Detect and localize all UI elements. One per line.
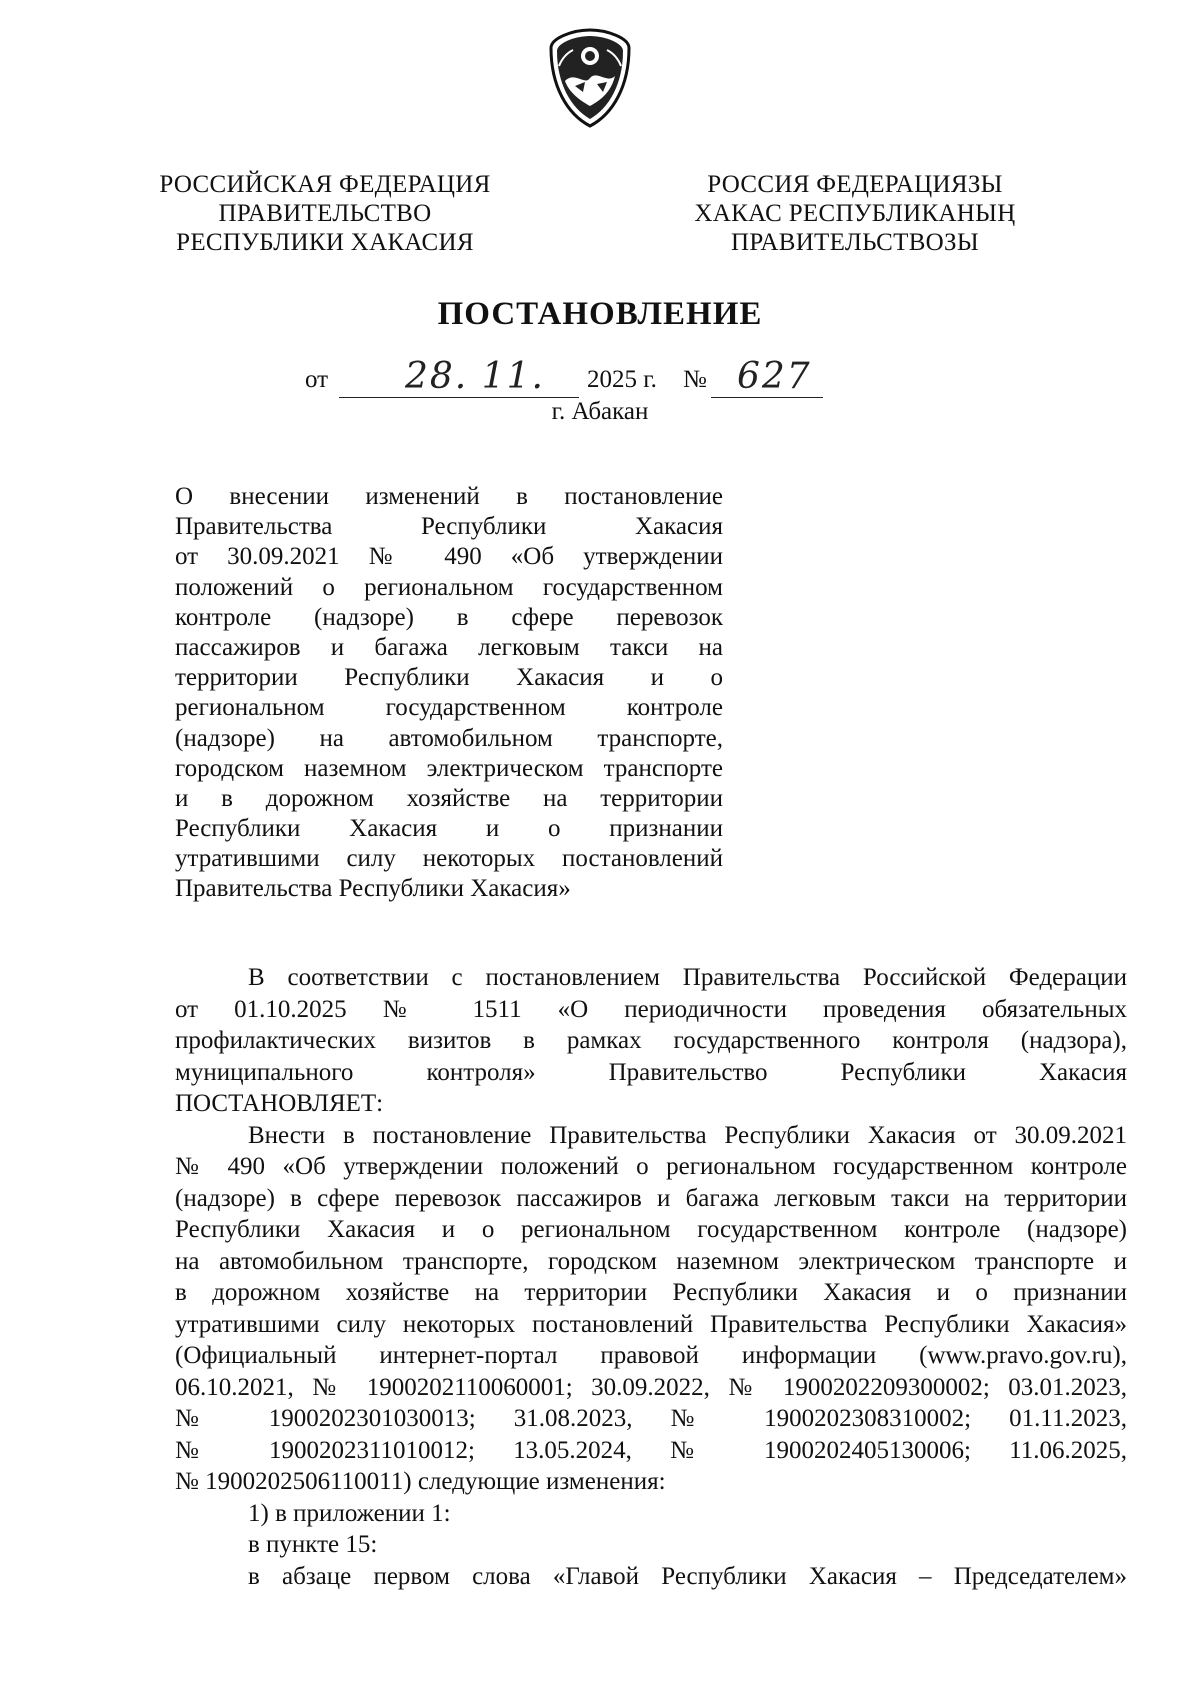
subject-line: пассажиров и багажа легковым такси на [175, 633, 723, 661]
city: г. Абакан [551, 398, 649, 425]
body-line: в дорожном хозяйстве на территории Республики Хакасия и о признании [175, 1279, 1127, 1306]
subject-line: (надзоре) на автомобильном транспорте, [175, 724, 723, 752]
body-line: от 01.10.2025 № 1511 «О периодичности проведения обязательных [175, 995, 1127, 1023]
subject-line: Республики Хакасия и о признании [175, 815, 723, 843]
date-year: 2025 г. [587, 366, 657, 393]
body-line: утратившими силу некоторых постановлений Правительства Республики Хакасия» [175, 1310, 1127, 1338]
date-number-line [305, 356, 905, 402]
header-left-line: РЕСПУБЛИКИ ХАКАСИЯ [176, 229, 474, 256]
document-title: ПОСТАНОВЛЕНИЕ [437, 296, 763, 332]
coat-of-arms-emblem [545, 26, 635, 130]
body-line: в абзаце первом слова «Главой Республики Хакасия – Председателем» [248, 1562, 1127, 1590]
header-left-line: ПРАВИТЕЛЬСТВО [218, 200, 432, 227]
body-line: № 1900202311010012; 13.05.2024, № 1900202405130006; 11.06.2025, [175, 1436, 1127, 1464]
subject-line: региональном государственном контроле [175, 694, 723, 722]
body-line: Внести в постановление Правительства Республики Хакасия от 30.09.2021 [248, 1121, 1127, 1149]
header-right-line: РОССИЯ ФЕДЕРАЦИЯЗЫ [707, 171, 1003, 198]
header-left-line: РОССИЙСКАЯ ФЕДЕРАЦИЯ [159, 171, 491, 198]
subject-line: и в дорожном хозяйстве на территории [175, 784, 723, 812]
subject-line: О внесении изменений в постановление [175, 483, 723, 510]
body-line: № 1900202301030013; 31.08.2023, № 1900202308310002; 01.11.2023, [175, 1405, 1127, 1432]
subject-line: городском наземном электрическом транспорте [175, 754, 723, 782]
header-right-line: ПРАВИТЕЛЬСТВОЗЫ [731, 229, 979, 256]
body-line: 1) в приложении 1: [248, 1499, 451, 1527]
subject-line: положений о региональном государственном [175, 573, 723, 601]
handwritten-number: 627 [737, 356, 812, 397]
subject-line: Правительства Республики Хакасия [175, 513, 723, 541]
body-line: профилактических визитов в рамках государственного контроля (надзора), [175, 1027, 1127, 1054]
date-prefix: от [305, 366, 329, 393]
subject-line: Правительства Республики Хакасия» [175, 875, 571, 903]
subject-line: утратившими силу некоторых постановлений [175, 845, 723, 873]
body-line: В соответствии с постановлением Правительства Российской Федерации [248, 964, 1127, 991]
body-line: № 490 «Об утверждении положений о региональном государственном контроле [175, 1153, 1127, 1180]
number-label: № [683, 366, 707, 393]
subject-line: контроле (надзоре) в сфере перевозок [175, 603, 723, 631]
body-line: (Официальный интернет-портал правовой информации (www.pravo.gov.ru), [175, 1342, 1127, 1369]
body-line: № 1900202506110011) следующие изменения: [175, 1468, 666, 1495]
body-line: ПОСТАНОВЛЯЕТ: [175, 1090, 384, 1117]
body-line: муниципального контроля» Правительство Республики Хакасия [175, 1058, 1127, 1086]
header-russian [150, 170, 500, 257]
body-text [175, 962, 1127, 1592]
handwritten-date: 28. 11. [405, 356, 545, 397]
body-line: 06.10.2021, № 1900202110060001; 30.09.2022, № 1900202209300002; 03.01.2023, [175, 1373, 1127, 1401]
header-right-line: ХАКАС РЕСПУБЛИКАНЫҢ [694, 200, 1016, 227]
header-khakas [690, 170, 1020, 257]
subject-line: от 30.09.2021 № 490 «Об утверждении [175, 543, 723, 571]
body-line: на автомобильном транспорте, городском наземном электрическом транспорте и [175, 1247, 1127, 1275]
body-line: (надзоре) в сфере перевозок пассажиров и багажа легковым такси на территории [175, 1184, 1127, 1212]
body-line: в пункте 15: [248, 1531, 378, 1558]
body-line: Республики Хакасия и о региональном государственном контроле (надзоре) [175, 1216, 1127, 1243]
subject-block [175, 482, 723, 905]
subject-line: территории Республики Хакасия и о [175, 664, 723, 692]
